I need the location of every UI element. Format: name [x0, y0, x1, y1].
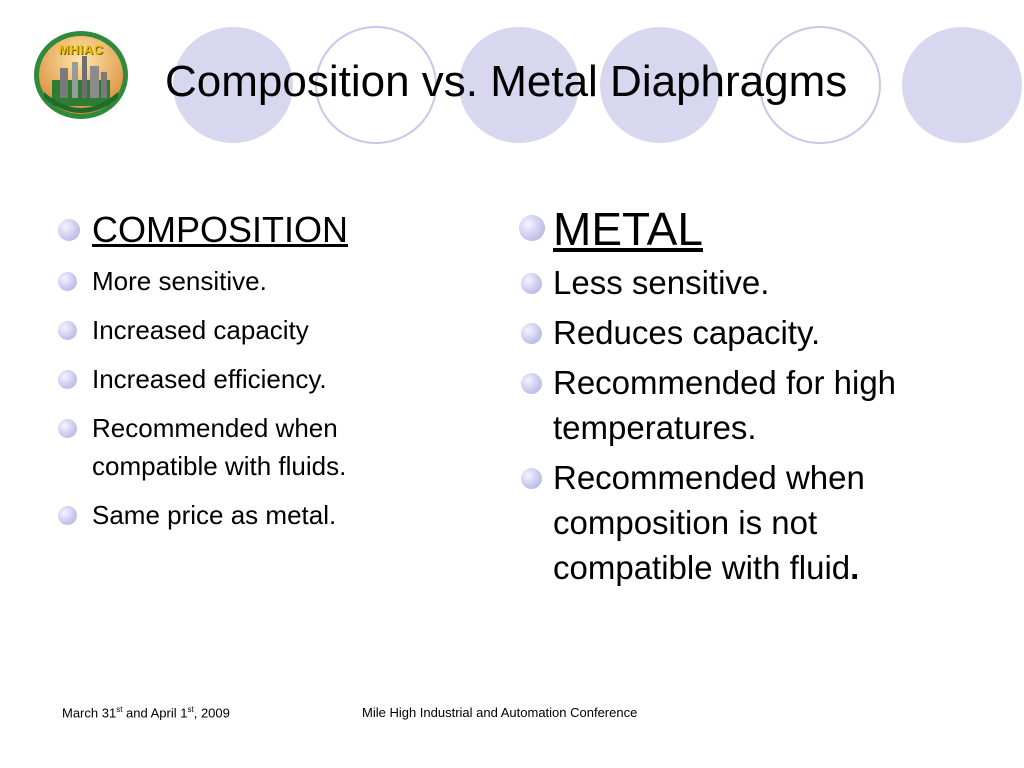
list-item	[518, 455, 938, 590]
list-item-text: Recommended for high temperatures.	[553, 364, 897, 446]
composition-heading-text: COMPOSITION	[92, 209, 349, 250]
bullet-icon	[58, 272, 77, 291]
list-item-text: More sensitive.	[92, 266, 267, 296]
bullet-icon	[58, 321, 77, 340]
slide-title: Composition vs. Metal Diaphragms	[165, 57, 848, 106]
list-item	[55, 262, 455, 300]
bullet-icon	[58, 419, 77, 438]
mhiac-logo	[30, 28, 132, 122]
metal-heading	[518, 200, 938, 258]
footer-date-sup: st	[116, 705, 123, 714]
bullet-icon	[521, 468, 542, 489]
list-item	[518, 260, 938, 305]
bullet-icon	[58, 370, 77, 389]
footer-conference: Mile High Industrial and Automation Conference	[362, 705, 638, 720]
list-item-text: Less sensitive.	[553, 264, 770, 301]
composition-heading	[55, 206, 455, 254]
list-item-text: Increased efficiency.	[92, 364, 327, 394]
bullet-icon	[519, 215, 545, 241]
list-item	[55, 409, 455, 485]
bullet-icon	[521, 373, 542, 394]
footer-date-part: , 2009	[193, 705, 230, 721]
metal-column	[518, 200, 938, 595]
bullet-icon	[521, 323, 542, 344]
footer-date-sup: st	[187, 705, 194, 714]
bullet-icon	[58, 219, 80, 241]
bullet-icon	[521, 273, 542, 294]
footer-date	[62, 705, 230, 720]
composition-column	[55, 206, 455, 545]
list-item	[55, 360, 455, 398]
list-item	[55, 311, 455, 349]
logo-text: MHIAC	[58, 42, 104, 57]
list-item-text: Recommended when compatible with fluids.	[92, 413, 347, 481]
list-item-suffix: .	[850, 549, 860, 586]
list-item	[55, 496, 455, 534]
list-item-text: Recommended when composition is not compatible with fluid	[553, 459, 865, 586]
list-item	[518, 360, 938, 450]
list-item	[518, 310, 938, 355]
list-item-text: Same price as metal.	[92, 500, 337, 530]
bullet-icon	[58, 506, 77, 525]
footer-date-part: March 31	[62, 705, 117, 721]
metal-heading-text: METAL	[553, 203, 703, 255]
list-item-text: Increased capacity	[92, 315, 309, 345]
deco-ellipse	[902, 27, 1022, 143]
footer-date-part: and April 1	[122, 705, 188, 721]
list-item-text: Reduces capacity.	[553, 314, 821, 351]
